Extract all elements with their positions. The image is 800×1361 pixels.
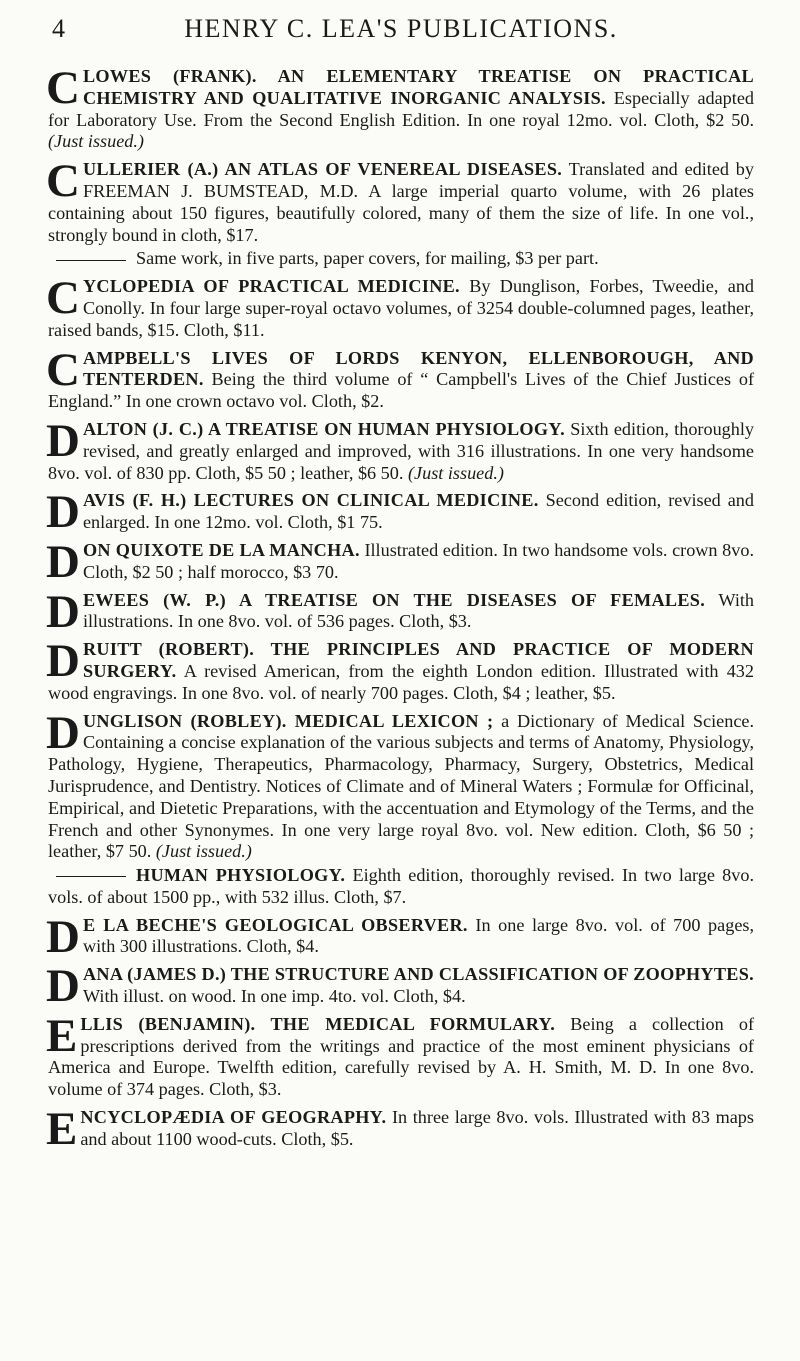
entry-heading: AMPBELL'S LIVES OF LORDS KENYON, ELLENBOROUGH, AND TENTERDEN. [82,347,754,390]
catalog-entry [46,272,755,341]
catalog-entry [46,1009,754,1101]
catalog-entry [46,62,754,153]
entry-description: A revised American, from the eighth London edition. Illustrated with 432 wood engravings. In one 8vo. vol. of nearly 700 pages. Cloth, $4 ; leather, $5. [48,660,754,703]
entry-description: a Dictionary of Medical Science. Containing a concise explanation of the various subjects and terms of Anatomy, Physiology, Pathology, Hygiene, Therapeutics, Pharmacology, Pharmacy, Surgery, Obstetrics, Medical Jurisprudence, and Dentistry. Notices of Climate and of Mineral Waters ; Formulæ for Officinal, Empirical, and Dietetic Preparations, with the accentuation and Etymology of the Terms, and the French and other Synonymes. In one very large royal 8vo. vol. New edition. Cloth, $6 50 ; leather, $7 50. [48,710,755,862]
entry-description: Second edition, revised and enlarged. In one 12mo. vol. Cloth, $1 75. [82,490,754,533]
catalog-entry-same-author [48,865,754,909]
entry-heading: UNGLISON (ROBLEY). MEDICAL LEXICON ; [82,710,494,731]
catalog-entry [46,585,755,638]
entry-description: Eighth edition, thoroughly revised. In two large 8vo. vols. of about 1500 pp., with 532 illus. Cloth, $7. [48,865,755,907]
drop-initial: C [46,62,80,114]
drop-initial: C [46,272,80,325]
entry-description: Especially adapted for Laboratory Use. From the Second English Edition. In one royal 12mo. vol. Cloth, $2 50. [48,87,754,130]
entry-description: In three large 8vo. vols. Illustrated with 83 maps and about 1100 wood-cuts. Cloth, $5. [80,1107,754,1149]
catalog-entry [46,535,754,588]
page-number: 4 [52,14,65,43]
entry-description: Translated and edited by FREEMAN J. BUMSTEAD, M.D. A large imperial quarto volume, with 26 plates containing about 150 figures, beautifully colored, many of them the size of life. In one vol., strongly bound in cloth, $17. [48,159,754,245]
entry-heading: NCYCLOPÆDIA OF GEOGRAPHY. [80,1107,387,1128]
catalog-entry [46,635,754,704]
drop-initial: D [46,960,80,1013]
entry-description: Sixth edition, thoroughly revised, and greatly enlarged and improved, with 316 illustrations. In one very handsome 8vo. vol. of 830 pp. Cloth, $5 50 ; leather, $6 50. [48,418,754,483]
catalog-entries [46,62,755,1156]
entry-description: With illust. on wood. In one imp. 4to. vol. Cloth, $4. [82,986,466,1007]
entry-description: With illustrations. In one 8vo. vol. of 536 pages. Cloth, $3. [82,589,755,632]
entry-heading: ULLERIER (A.) AN ATLAS OF VENEREAL DISEASES. [82,159,563,180]
entry-description: Being the third volume of “ Campbell's Lives of the Chief Justices of England.” In one crown octavo vol. Cloth, $2. [48,369,754,412]
entry-description: Being a collection of prescriptions derived from the writings and practice of the most eminent physicians of America and Europe. Twelfth edition, carefully revised by A. H. Smith, M. D. In one 8vo. volume of 374 pages. Cloth, $3. [48,1013,754,1100]
entry-heading: ALTON (J. C.) A TREATISE ON HUMAN PHYSIOLOGY. [82,418,565,439]
drop-initial: D [46,706,80,759]
drop-initial: D [46,635,80,688]
catalog-entry [46,486,754,539]
catalog-entry [46,414,754,484]
running-title: HENRY C. LEA'S PUBLICATIONS. [184,14,618,43]
entry-status: (Just issued.) [48,131,144,152]
drop-initial: E [46,1103,78,1156]
drop-initial: C [46,343,80,396]
entry-description: By Dunglison, Forbes, Tweedie, and Conolly. In four large super-royal octavo volumes, of 3254 double-columned pages, leather, raised bands, $15. Cloth, $11. [48,276,755,340]
catalog-entry [46,706,755,864]
drop-initial: D [46,535,80,588]
entry-description: Same work, in five parts, paper covers, for mailing, $3 per part. [136,248,599,269]
entry-status: (Just issued.) [155,841,252,862]
page-header [48,0,754,60]
entry-heading: RUITT (ROBERT). THE PRINCIPLES AND PRACTICE OF MODERN SURGERY. [82,639,754,681]
entry-description: Illustrated edition. In two handsome vols. crown 8vo. Cloth, $2 50 ; half morocco, $3 70. [82,539,754,582]
entry-description: In one large 8vo. vol. of 700 pages, with 300 illustrations. Cloth, $4. [82,914,755,957]
catalog-entry [46,155,754,246]
entry-heading: ANA (JAMES D.) THE STRUCTURE AND CLASSIFICATION OF ZOOPHYTES. [82,964,754,985]
entry-heading: LOWES (FRANK). AN ELEMENTARY TREATISE ON PRACTICAL CHEMISTRY AND QUALITATIVE INORGANIC ANALYSIS. [82,66,754,108]
entry-heading: LLIS (BENJAMIN). THE MEDICAL FORMULARY. [80,1013,556,1034]
drop-initial: D [46,486,80,539]
drop-initial: D [46,910,80,963]
catalog-entry [46,1103,754,1156]
entry-heading: HUMAN PHYSIOLOGY. [136,865,346,886]
drop-initial: D [46,585,80,638]
entry-heading: AVIS (F. H.) LECTURES ON CLINICAL MEDICINE. [82,490,539,511]
drop-initial: E [46,1009,78,1062]
entry-heading: EWEES (W. P.) A TREATISE ON THE DISEASES OF FEMALES. [82,589,706,610]
catalog-entry-same-work [48,248,754,270]
catalog-entry [46,960,754,1013]
catalog-entry [46,910,755,963]
catalog-entry [46,343,754,413]
drop-initial: C [46,155,80,208]
entry-status: (Just issued.) [407,462,504,483]
drop-initial: D [46,414,80,467]
entry-heading: ON QUIXOTE DE LA MANCHA. [82,539,360,560]
entry-heading: E LA BECHE'S GEOLOGICAL OBSERVER. [82,914,468,935]
entry-heading: YCLOPEDIA OF PRACTICAL MEDICINE. [82,276,460,297]
